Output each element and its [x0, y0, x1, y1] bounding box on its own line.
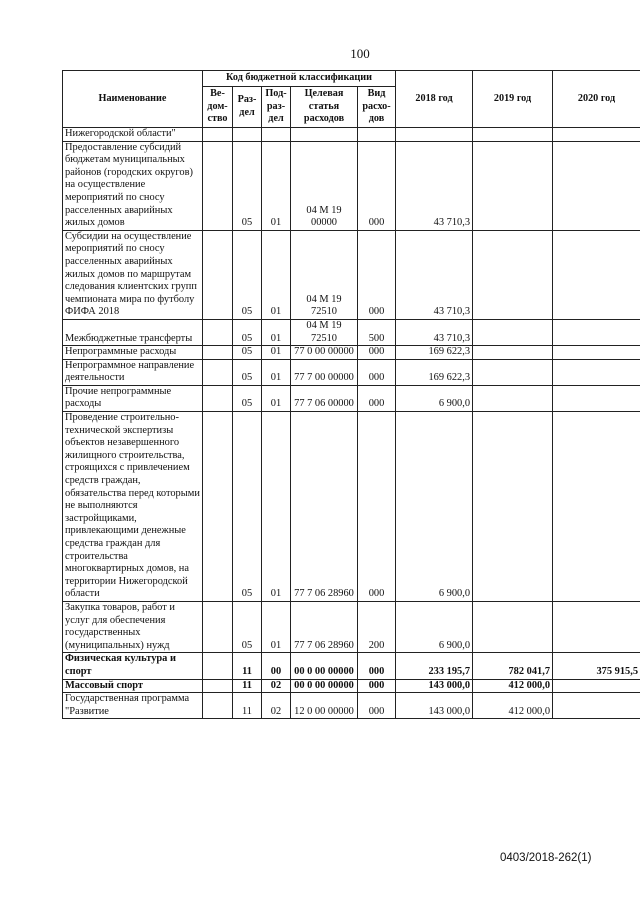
row-2020: 375 915,5 — [553, 653, 640, 679]
row-vedomstvo — [203, 128, 233, 142]
row-2020 — [553, 679, 640, 693]
header-vedomstvo: Ве- дом- ство — [203, 87, 233, 128]
row-razdel: 05 — [233, 346, 262, 360]
row-vedomstvo — [203, 385, 233, 411]
row-podrazdel — [262, 128, 291, 142]
table-row — [63, 412, 640, 602]
header-2020: 2020 год — [553, 71, 640, 128]
row-podrazdel: 02 — [262, 679, 291, 693]
budget-table — [62, 70, 640, 719]
row-expense-type: 000 — [358, 141, 396, 230]
row-target-article: 12 0 00 00000 — [291, 693, 358, 719]
row-2018: 43 710,3 — [396, 319, 473, 345]
row-vedomstvo — [203, 693, 233, 719]
table-row — [63, 601, 640, 652]
table-row — [63, 359, 640, 385]
row-2019 — [473, 412, 553, 602]
row-razdel: 11 — [233, 653, 262, 679]
row-expense-type: 500 — [358, 319, 396, 345]
row-vedomstvo — [203, 230, 233, 319]
row-name: Закупка товаров, работ и услуг для обеспечения государственных (муниципальных) нужд — [63, 601, 203, 652]
row-razdel: 11 — [233, 679, 262, 693]
row-2019 — [473, 601, 553, 652]
table-row — [63, 653, 640, 679]
row-2020 — [553, 412, 640, 602]
row-vedomstvo — [203, 359, 233, 385]
row-name: Массовый спорт — [63, 679, 203, 693]
row-2018: 169 622,3 — [396, 346, 473, 360]
row-2020 — [553, 141, 640, 230]
row-expense-type: 000 — [358, 679, 396, 693]
row-vedomstvo — [203, 412, 233, 602]
row-razdel: 05 — [233, 319, 262, 345]
row-2018: 233 195,7 — [396, 653, 473, 679]
row-target-article: 00 0 00 00000 — [291, 653, 358, 679]
row-podrazdel: 01 — [262, 385, 291, 411]
table-row — [63, 230, 640, 319]
row-2019 — [473, 346, 553, 360]
row-razdel: 11 — [233, 693, 262, 719]
document-code: 0403/2018-262(1) — [500, 852, 592, 864]
row-2020 — [553, 693, 640, 719]
row-expense-type — [358, 128, 396, 142]
row-2018: 143 000,0 — [396, 693, 473, 719]
row-target-article: 77 7 00 00000 — [291, 359, 358, 385]
row-2018 — [396, 128, 473, 142]
row-target-article: 77 7 06 28960 — [291, 412, 358, 602]
row-expense-type: 200 — [358, 601, 396, 652]
header-expense-type: Вид расхо- дов — [358, 87, 396, 128]
table-row — [63, 128, 640, 142]
table-row — [63, 141, 640, 230]
row-2019: 782 041,7 — [473, 653, 553, 679]
row-2020 — [553, 319, 640, 345]
row-name: Субсидии на осуществление мероприятий по сносу расселенных аварийных жилых домов по маршрутам следования клиентских групп чемпионата мира по футболу ФИФА 2018 — [63, 230, 203, 319]
row-target-article: 04 М 19 72510 — [291, 319, 358, 345]
row-2019: 412 000,0 — [473, 679, 553, 693]
row-razdel: 05 — [233, 385, 262, 411]
row-2020 — [553, 128, 640, 142]
header-2019: 2019 год — [473, 71, 553, 128]
row-podrazdel: 01 — [262, 601, 291, 652]
row-podrazdel: 01 — [262, 359, 291, 385]
row-2018: 143 000,0 — [396, 679, 473, 693]
row-target-article: 77 7 06 28960 — [291, 601, 358, 652]
row-expense-type: 000 — [358, 359, 396, 385]
row-target-article — [291, 128, 358, 142]
row-razdel: 05 — [233, 601, 262, 652]
row-2018: 6 900,0 — [396, 385, 473, 411]
header-podrazdel: Под- раз- дел — [262, 87, 291, 128]
row-expense-type: 000 — [358, 230, 396, 319]
row-expense-type: 000 — [358, 385, 396, 411]
row-vedomstvo — [203, 141, 233, 230]
table-row — [63, 693, 640, 719]
row-name: Нижегородской области" — [63, 128, 203, 142]
row-vedomstvo — [203, 601, 233, 652]
row-razdel: 05 — [233, 141, 262, 230]
row-target-article: 04 М 19 72510 — [291, 230, 358, 319]
row-2020 — [553, 359, 640, 385]
header-target-article: Целевая статья расходов — [291, 87, 358, 128]
row-2019 — [473, 128, 553, 142]
row-vedomstvo — [203, 346, 233, 360]
row-name: Прочие непрограммные расходы — [63, 385, 203, 411]
row-name: Предоставление субсидий бюджетам муниципальных районов (городских округов) на осуществление мероприятий по сносу расселенных аварийных жилых домов — [63, 141, 203, 230]
table-row — [63, 679, 640, 693]
header-code-group: Код бюджетной классификации — [203, 71, 396, 87]
row-2020 — [553, 230, 640, 319]
row-2019 — [473, 359, 553, 385]
row-podrazdel: 01 — [262, 346, 291, 360]
row-name: Непрограммные расходы — [63, 346, 203, 360]
row-2018: 169 622,3 — [396, 359, 473, 385]
row-vedomstvo — [203, 319, 233, 345]
row-razdel — [233, 128, 262, 142]
header-razdel: Раз- дел — [233, 87, 262, 128]
row-podrazdel: 02 — [262, 693, 291, 719]
row-2020 — [553, 601, 640, 652]
header-name: Наименование — [63, 71, 203, 128]
row-2018: 43 710,3 — [396, 230, 473, 319]
row-podrazdel: 01 — [262, 230, 291, 319]
row-2018: 43 710,3 — [396, 141, 473, 230]
row-expense-type: 000 — [358, 693, 396, 719]
page-number: 100 — [350, 46, 370, 61]
row-razdel: 05 — [233, 230, 262, 319]
row-podrazdel: 01 — [262, 141, 291, 230]
row-expense-type: 000 — [358, 653, 396, 679]
row-vedomstvo — [203, 653, 233, 679]
row-name: Непрограммное направление деятельности — [63, 359, 203, 385]
row-2018: 6 900,0 — [396, 412, 473, 602]
row-podrazdel: 01 — [262, 319, 291, 345]
row-name: Государственная программа "Развитие — [63, 693, 203, 719]
row-target-article: 77 7 06 00000 — [291, 385, 358, 411]
header-2018: 2018 год — [396, 71, 473, 128]
row-target-article: 00 0 00 00000 — [291, 679, 358, 693]
row-razdel: 05 — [233, 359, 262, 385]
row-2019 — [473, 385, 553, 411]
table-row — [63, 319, 640, 345]
row-podrazdel: 01 — [262, 412, 291, 602]
row-razdel: 05 — [233, 412, 262, 602]
row-2019 — [473, 230, 553, 319]
row-2019: 412 000,0 — [473, 693, 553, 719]
table-row — [63, 385, 640, 411]
row-name: Межбюджетные трансферты — [63, 319, 203, 345]
row-expense-type: 000 — [358, 346, 396, 360]
row-target-article: 04 М 19 00000 — [291, 141, 358, 230]
row-2020 — [553, 385, 640, 411]
row-name: Физическая культура и спорт — [63, 653, 203, 679]
row-2019 — [473, 141, 553, 230]
row-vedomstvo — [203, 679, 233, 693]
row-target-article: 77 0 00 00000 — [291, 346, 358, 360]
row-name: Проведение строительно-технической экспертизы объектов незавершенного жилищного строительства, строящихся с привлечением средств граждан, обязательства перед которыми не выполняются застройщиками, привлекающими денежные средства граждан для строительства многоквартирных домов, на территории Нижегородской области — [63, 412, 203, 602]
table-row — [63, 346, 640, 360]
row-2018: 6 900,0 — [396, 601, 473, 652]
row-2020 — [553, 346, 640, 360]
row-podrazdel: 00 — [262, 653, 291, 679]
row-2019 — [473, 319, 553, 345]
row-expense-type: 000 — [358, 412, 396, 602]
